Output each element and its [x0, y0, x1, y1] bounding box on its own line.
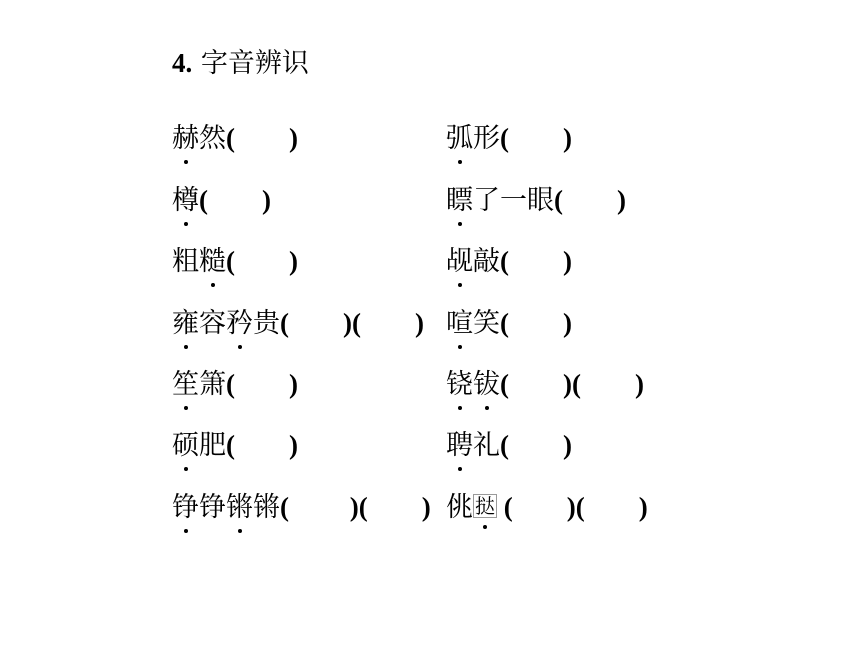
exercise-item-right-6 [446, 428, 572, 463]
marked-char: 糙 [199, 246, 226, 277]
char: 粗 [172, 246, 199, 277]
answer-blank: ( ) [199, 185, 271, 215]
exercise-item-left-2 [172, 183, 271, 218]
marked-char: 铮 [172, 492, 199, 523]
answer-blank: ( ) [226, 246, 298, 276]
answer-blank: ( ) [554, 185, 626, 215]
marked-char: 矜 [226, 308, 253, 339]
exercise-item-left-3 [172, 244, 298, 279]
char: 铮 [199, 492, 226, 523]
answer-blank: ( ) [500, 123, 572, 153]
char: 然 [199, 123, 226, 154]
answer-blank: ( ) [226, 123, 298, 153]
exercise-item-right-1 [446, 121, 572, 156]
section-heading: 字音辨识 [200, 48, 309, 79]
exercise-item-left-4 [172, 306, 424, 341]
answer-blank: ( )( ) [280, 492, 431, 522]
marked-char: 锵 [226, 492, 253, 523]
char: 笑 [473, 308, 500, 339]
char: 容 [199, 308, 226, 339]
exercise-item-right-7 [446, 490, 648, 525]
marked-char: 赫 [172, 123, 199, 154]
char: 形 [473, 123, 500, 154]
answer-blank: ( ) [500, 246, 572, 276]
exercise-item-left-7 [172, 490, 431, 525]
answer-blank: ( )( ) [500, 369, 644, 399]
char: 贵 [253, 308, 280, 339]
answer-blank: ( ) [500, 430, 572, 460]
char: 了 [473, 185, 500, 216]
marked-char: 聘 [446, 430, 473, 461]
char: 礼 [473, 430, 500, 461]
exercise-item-right-3 [446, 244, 572, 279]
section-title [172, 46, 309, 81]
boxed-marked-char: 挞 [475, 494, 495, 518]
marked-char: 钹 [473, 369, 500, 400]
section-number-separator: . [185, 48, 193, 78]
exercise-item-left-5 [172, 367, 298, 402]
char: 佻 [446, 492, 473, 523]
marked-char: 笙 [172, 369, 199, 400]
answer-blank: ( ) [226, 369, 298, 399]
char: 眼 [527, 185, 554, 216]
exercise-item-right-4 [446, 306, 572, 341]
exercise-item-right-2 [446, 183, 626, 218]
exercise-item-left-1 [172, 121, 298, 156]
char: 敲 [473, 246, 500, 277]
answer-blank: ( ) [500, 308, 572, 338]
marked-char: 硕 [172, 430, 199, 461]
marked-char: 喧 [446, 308, 473, 339]
char: 箫 [199, 369, 226, 400]
answer-blank: ( )( ) [280, 308, 424, 338]
char: 锵 [253, 492, 280, 523]
exercise-item-left-6 [172, 428, 298, 463]
section-number: 4 [172, 48, 186, 78]
exercise-item-right-5 [446, 367, 644, 402]
marked-char: 觇 [446, 246, 473, 277]
char: 肥 [199, 430, 226, 461]
marked-char: 雍 [172, 308, 199, 339]
char: 一 [500, 185, 527, 216]
marked-char: 瞟 [446, 185, 473, 216]
marked-char: 弧 [446, 123, 473, 154]
marked-char: 铙 [446, 369, 473, 400]
answer-blank: ( )( ) [497, 492, 648, 522]
answer-blank: ( ) [226, 430, 298, 460]
marked-char: 樽 [172, 185, 199, 216]
